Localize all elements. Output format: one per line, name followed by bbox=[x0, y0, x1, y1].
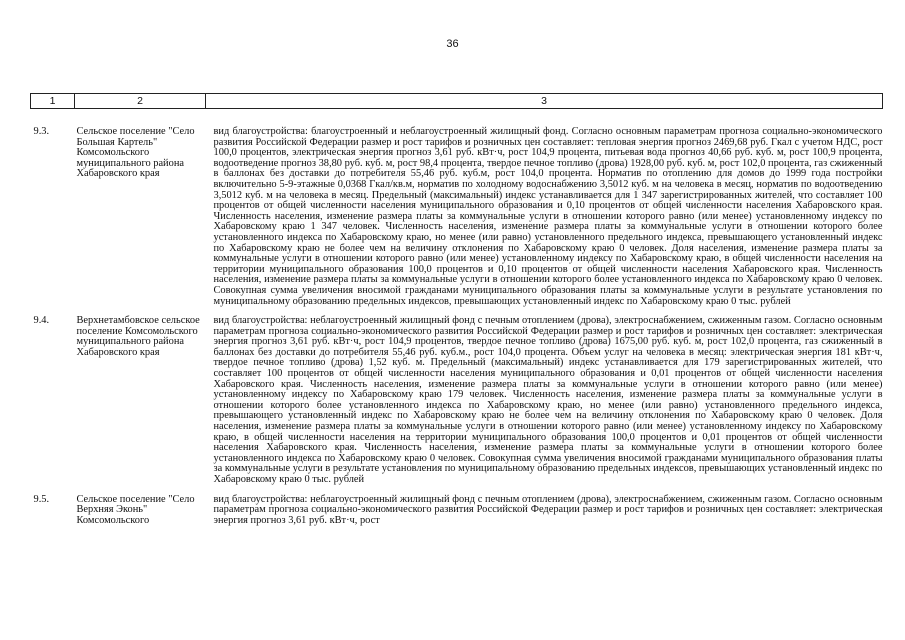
settlement-name: Сельское поселение "Село Большая Картель" Комсомольского муниципального района Хабаровского края bbox=[76, 126, 195, 180]
tariff-description: вид благоустройства: неблагоустроенный жилищный фонд с печным отоплением (дрова), электроснабжением, сжиженным газом. Согласно основным параметрам прогноза социально-экономического развития Российской Федерации размер и рост тарифов и розничных цен составляет: электрическая энергия прогноз 3,61 руб. кВт·ч, рост 104,9 процентов, твердое печное топливо (дрова) 1675,00 руб. куб. м, рост 102,0 процента, газ сжиженный в баллонах без доставки до потребителя 55,46 руб. куб.м., рост 104,0 процента. Объем услуг на человека в месяц: электрическая энергия 181 кВт·ч, твердое печное топливо (дрова) 1,52 куб. м. Предельный (максимальный) индекс устанавливается для 179 зарегистрированных жителей, что составляет 100 процентов от общей численности населения муниципального образования и 0,01 процентов от общей численности населения Хабаровского края. Численность населения, изменение размера платы за коммунальные услуги в отношении которого равно (или менее) установленному индексу по Хабаровскому краю 179 человек. Численность населения, изменение размера платы за коммунальные услуги в отношении которого более установленного индекса по Хабаровскому краю, но менее (или равно) установленного предельного индекса, превышающего установленный индекс по Хабаровскому краю не более чем на величину отклонения по Хабаровскому краю 0 человек. Доля населения, изменение размера платы за коммунальные услуги в отношении которого равно (или менее) установленному индексу по Хабаровскому краю, в общей численности населения на территории муниципального образования 100,0 процентов и 0,01 процентов от общей численности населения Хабаровского края. Численность населения, изменение размера платы за коммунальные услуги в отношении которого более установленного индекса по Хабаровскому краю 0 человек. Совокупная сумма увеличения вносимой гражданами муниципального образования платы за коммунальные услуги в результате установления по муниципальному образованию предельных индексов, превышающих установленный индекс по Хабаровскому краю 0 тыс. рублей bbox=[213, 315, 883, 485]
table-row bbox=[31, 109, 883, 308]
settlement-name: Верхнетамбовское сельское поселение Комсомольского муниципального района Хабаровского края bbox=[76, 315, 200, 358]
table-header-row bbox=[31, 94, 883, 109]
column-header-3: 3 bbox=[206, 94, 883, 109]
table-row bbox=[31, 486, 883, 527]
row-number: 9.5. bbox=[33, 493, 50, 505]
page-number: 36 bbox=[446, 38, 459, 50]
column-header-1: 1 bbox=[31, 94, 75, 109]
settlement-name: Сельское поселение "Село Верхняя Эконь" Комсомольского bbox=[76, 493, 195, 526]
tariff-table bbox=[30, 93, 883, 526]
column-header-2: 2 bbox=[75, 94, 206, 109]
row-number: 9.4. bbox=[33, 315, 50, 327]
tariff-description: вид благоустройства: неблагоустроенный жилищный фонд с печным отоплением (дрова), электроснабжением, сжиженным газом. Согласно основным параметрам прогноза социально-экономического развития Российской Федерации размер и рост тарифов и розничных цен составляет: электрическая энергия прогноз 3,61 руб. кВт·ч, рост bbox=[213, 493, 883, 526]
table-row bbox=[31, 307, 883, 486]
tariff-description: вид благоустройства: благоустроенный и неблагоустроенный жилищный фонд. Согласно основным параметрам прогноза социально-экономического развития Российской Федерации размер и рост тарифов и розничных цен составляет: тепловая энергия прогноз 2469,68 руб. Гкал с учетом НДС, рост 100,0 процентов, электрическая энергия прогноз 3,61 руб. кВт·ч, рост 104,9 процента, питьевая вода прогноз 40,66 руб. куб. м, рост 100,9 процента, водоотведение прогноз 38,80 руб. куб. м, рост 98,4 процента, твердое печное топливо (дрова) 1928,00 руб. куб. м, рост 102,0 процента, газ сжиженный в баллонах без доставки до потребителя 55,46 руб. куб.м, рост 104,0 процента. Норматив по отоплению для домов до 1999 года постройки включительно 5-9-этажные 0,0368 Гкал/кв.м, норматив по холодному водоснабжению 3,5012 куб. м на человека в месяц, норматив по водоотведению 3,5012 куб. м на человека в месяц. Предельный (максимальный) индекс устанавливается для 1 347 зарегистрированных жителей, что составляет 100 процентов от общей численности населения муниципального образования и 0,10 процентов от общей численности населения Хабаровского края. Численность населения, изменение размера платы за коммунальные услуги в отношении которого равно (или менее) установленному индексу по Хабаровскому краю 1 347 человек. Численность населения, изменение размера платы за коммунальные услуги в отношении которого более установленного индекса по Хабаровскому краю, но менее (или равно) установленного предельного индекса, превышающего установленный индекс по Хабаровскому краю не более чем на величину отклонения по Хабаровскому краю 0 человек. Доля населения, изменение размера платы за коммунальные услуги в отношении которого равно (или менее) установленному индексу по Хабаровскому краю, в общей численности населения на территории муниципального образования 100,0 процентов и 0,10 процентов от общей численности населения Хабаровского края. Численность населения, изменение размера платы за коммунальные услуги в отношении которого более установленного индекса по Хабаровскому краю 0 человек. Совокупная сумма увеличения вносимой гражданами муниципального образования платы за коммунальные услуги в результате установления по муниципальному образованию предельных индексов, превышающих установленный индекс по Хабаровскому краю 0 тыс. рублей bbox=[213, 126, 883, 307]
row-number: 9.3. bbox=[33, 126, 50, 137]
